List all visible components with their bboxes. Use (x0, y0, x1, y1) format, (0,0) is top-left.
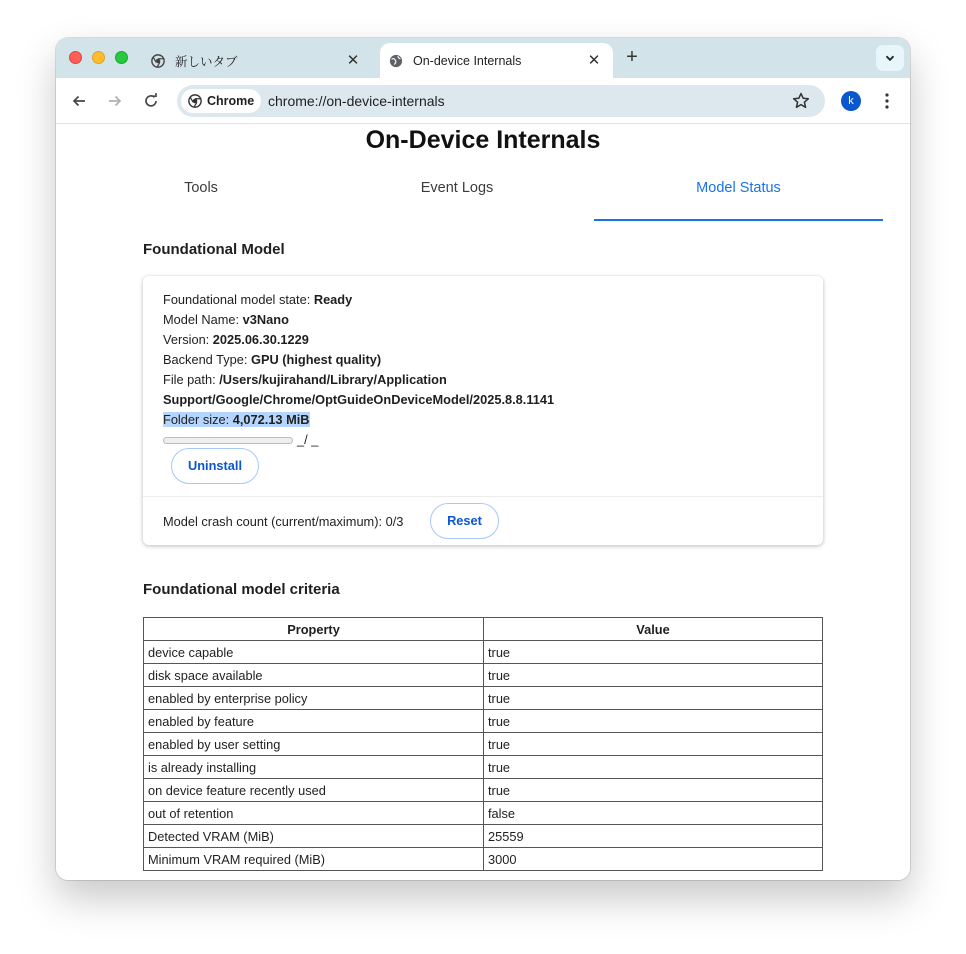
criteria-table (143, 617, 823, 871)
browser-toolbar (56, 78, 910, 124)
folder-size-value: 4,072.13 MiB (232, 412, 310, 427)
close-tab-icon[interactable]: ✕ (346, 52, 360, 69)
table-row (144, 641, 823, 664)
property-cell: Detected VRAM (MiB) (144, 825, 484, 848)
minimize-window-button[interactable] (92, 51, 105, 64)
url-text[interactable]: chrome://on-device-internals (268, 93, 445, 109)
model-name-row: Model Name: v3Nano (163, 312, 289, 327)
progress-text: _/ _ (297, 432, 319, 447)
tab-event-logs[interactable]: Event Logs (420, 180, 494, 196)
property-cell: out of retention (144, 802, 484, 825)
table-row (144, 756, 823, 779)
value-cell: 25559 (484, 825, 823, 848)
table-row (144, 664, 823, 687)
property-cell: enabled by enterprise policy (144, 687, 484, 710)
property-cell: device capable (144, 641, 484, 664)
column-header-property: Property (144, 618, 484, 641)
page-title: On-Device Internals (365, 126, 601, 154)
tab-title: 新しいタブ (175, 54, 238, 69)
value-cell: true (484, 756, 823, 779)
file-path-row-cont (163, 390, 554, 410)
globe-icon (389, 54, 403, 68)
close-tab-icon[interactable]: ✕ (587, 52, 601, 69)
foundational-model-heading: Foundational Model (143, 241, 285, 258)
model-status-card (143, 276, 823, 545)
table-row (144, 733, 823, 756)
backend-type-row: Backend Type: GPU (highest quality) (163, 352, 382, 367)
new-tab-plus-icon[interactable]: + (626, 46, 638, 68)
chrome-logo-icon (151, 54, 165, 68)
criteria-heading: Foundational model criteria (143, 581, 340, 598)
reload-icon[interactable] (141, 91, 161, 111)
property-cell: on device feature recently used (144, 779, 484, 802)
value-cell: true (484, 664, 823, 687)
property-cell: disk space available (144, 664, 484, 687)
file-path-value-line2: Support/Google/Chrome/OptGuideOnDeviceModel/2025.8.8.1141 (163, 392, 555, 407)
back-arrow-icon[interactable] (69, 91, 89, 111)
download-progress-row (163, 430, 554, 450)
file-path-row: File path: /Users/kujirahand/Library/Application (163, 372, 447, 387)
tab-search-chevron-icon[interactable] (876, 45, 904, 71)
model-state-row: Foundational model state: Ready (163, 292, 353, 307)
zoom-window-button[interactable] (115, 51, 128, 64)
value-cell: true (484, 641, 823, 664)
table-row (144, 710, 823, 733)
profile-avatar[interactable]: k (841, 91, 861, 111)
table-row (144, 802, 823, 825)
model-state-value: Ready (313, 292, 353, 307)
value-cell: true (484, 687, 823, 710)
model-info (163, 290, 554, 450)
value-cell: true (484, 733, 823, 756)
table-header-row (144, 618, 823, 641)
tab-strip (56, 38, 910, 78)
reset-button[interactable]: Reset (430, 503, 499, 539)
property-cell: is already installing (144, 756, 484, 779)
close-window-button[interactable] (69, 51, 82, 64)
value-cell: true (484, 779, 823, 802)
browser-tab-new-tab[interactable] (142, 43, 372, 78)
page-tabs (56, 177, 910, 221)
backend-type-value: GPU (highest quality) (250, 352, 382, 367)
property-cell: Minimum VRAM required (MiB) (144, 848, 484, 871)
tab-title: On-device Internals (413, 53, 522, 68)
table-row (144, 848, 823, 871)
chrome-logo-icon (188, 94, 202, 108)
column-header-value: Value (484, 618, 823, 641)
model-version-row: Version: 2025.06.30.1229 (163, 332, 309, 347)
value-cell: true (484, 710, 823, 733)
card-divider (143, 496, 823, 497)
folder-size-row: Folder size: 4,072.13 MiB (163, 412, 310, 427)
model-name-value: v3Nano (242, 312, 289, 327)
chip-label: Chrome (207, 94, 255, 108)
value-cell: false (484, 802, 823, 825)
browser-tab-on-device-internals[interactable] (380, 43, 613, 78)
address-bar[interactable] (177, 85, 825, 117)
uninstall-button[interactable]: Uninstall (171, 448, 259, 484)
forward-arrow-icon[interactable] (105, 91, 125, 111)
crash-count-text: Model crash count (current/maximum): 0/3 (163, 514, 404, 529)
tab-tools[interactable]: Tools (184, 180, 218, 196)
browser-window (56, 38, 910, 880)
table-row (144, 779, 823, 802)
bookmark-star-icon[interactable] (791, 91, 811, 111)
value-cell: 3000 (484, 848, 823, 871)
page-content (56, 125, 910, 880)
model-version-value: 2025.06.30.1229 (212, 332, 309, 347)
more-menu-icon[interactable] (882, 91, 892, 111)
site-info-chip[interactable] (181, 89, 261, 113)
table-row (144, 687, 823, 710)
property-cell: enabled by feature (144, 710, 484, 733)
property-cell: enabled by user setting (144, 733, 484, 756)
table-row (144, 825, 823, 848)
tab-model-status[interactable]: Model Status (594, 177, 883, 221)
download-progress-bar (163, 437, 293, 444)
file-path-value-line1: /Users/kujirahand/Library/Application (219, 372, 447, 387)
